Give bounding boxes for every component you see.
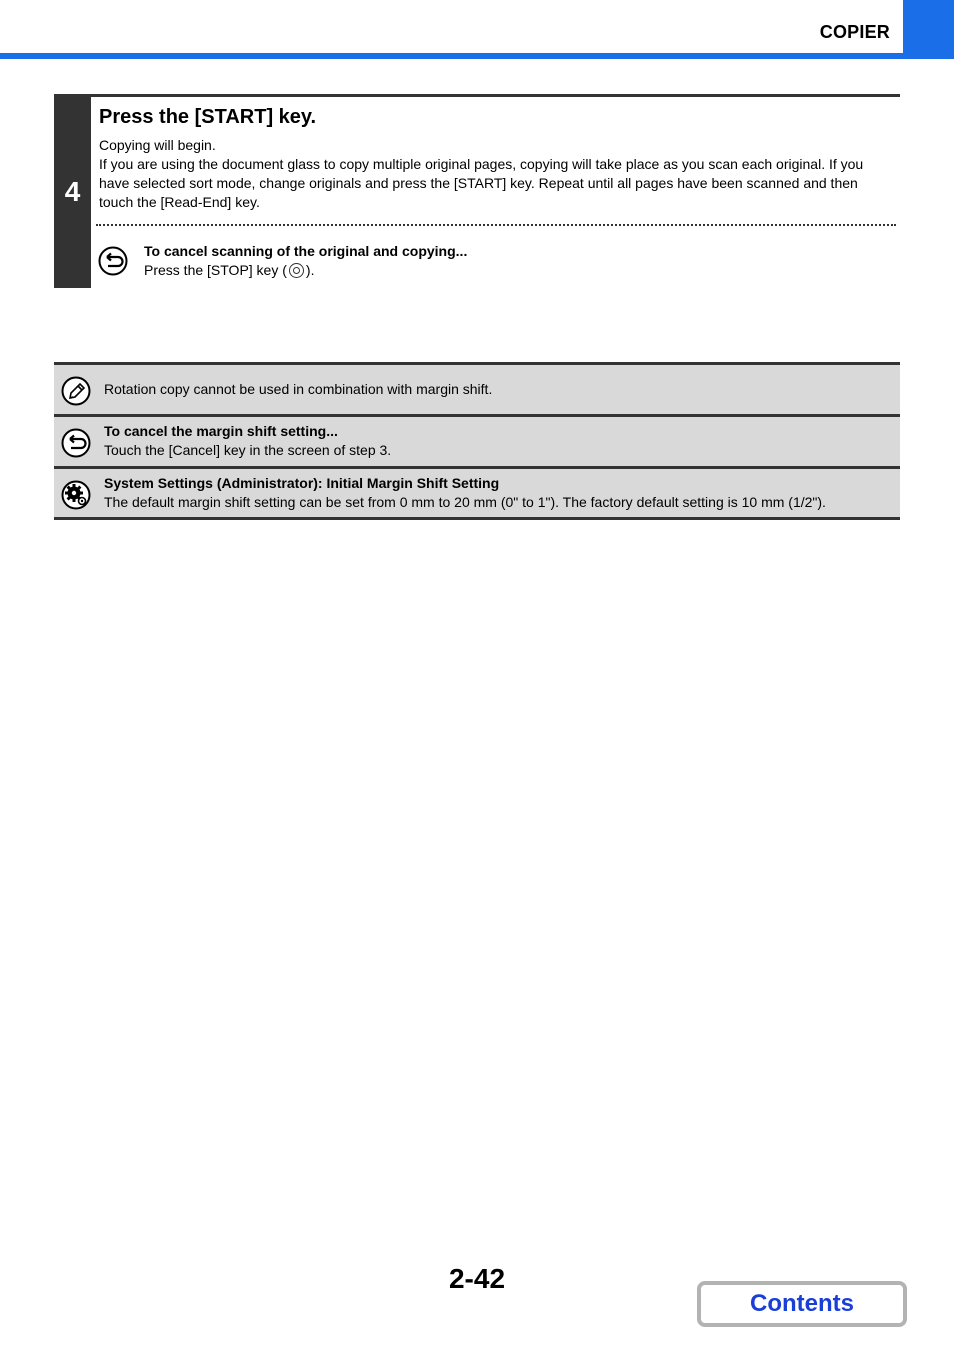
- cancel-text-after: ).: [305, 262, 315, 278]
- step-body: [99, 136, 894, 212]
- settings-gear-icon: [61, 480, 91, 510]
- note-content: [104, 422, 391, 460]
- note-text: The default margin shift setting can be set from 0 mm to 20 mm (0" to 1"). The factory default setting is 10 mm (1/2").: [104, 494, 826, 510]
- note-content: [104, 474, 826, 512]
- cancel-text-before: Press the [STOP] key (: [144, 262, 287, 278]
- page-number: 2-42: [448, 1263, 506, 1294]
- section-title: COPIER: [819, 22, 890, 42]
- step-body-line: If you are using the document glass to copy multiple original pages, copying will take place as you scan each original. If you have selected sort mode, change originals and press the [START] key. Repeat until all pages have been scanned and then touch the [Read-End] key.: [99, 156, 864, 210]
- contents-button[interactable]: Contents: [697, 1281, 907, 1327]
- cancel-title: To cancel scanning of the original and copying...: [144, 243, 468, 259]
- note-title: System Settings (Administrator): Initial Margin Shift Setting: [104, 475, 500, 491]
- header-tab: [903, 0, 954, 59]
- note-row: [54, 466, 900, 520]
- dotted-divider: [96, 224, 896, 226]
- step-number-column: [54, 94, 91, 288]
- note-text: Touch the [Cancel] key in the screen of step 3.: [104, 442, 392, 458]
- step-number: 4: [64, 176, 81, 207]
- return-arrow-icon: [61, 428, 91, 458]
- header-rule: [0, 53, 954, 59]
- step-body-line: Copying will begin.: [99, 137, 216, 153]
- cancel-text: [144, 262, 314, 278]
- notes-table: [54, 362, 900, 520]
- stop-key-icon: [289, 263, 304, 278]
- pencil-note-icon: [61, 376, 91, 406]
- step-block: [54, 94, 900, 288]
- note-row: [54, 414, 900, 466]
- note-row: [54, 362, 900, 414]
- step-title: Press the [START] key.: [99, 106, 317, 128]
- note-text: Rotation copy cannot be used in combination with margin shift.: [104, 381, 493, 397]
- step-top-rule: [91, 94, 900, 97]
- note-title: To cancel the margin shift setting...: [104, 423, 338, 439]
- return-arrow-icon: [98, 246, 128, 276]
